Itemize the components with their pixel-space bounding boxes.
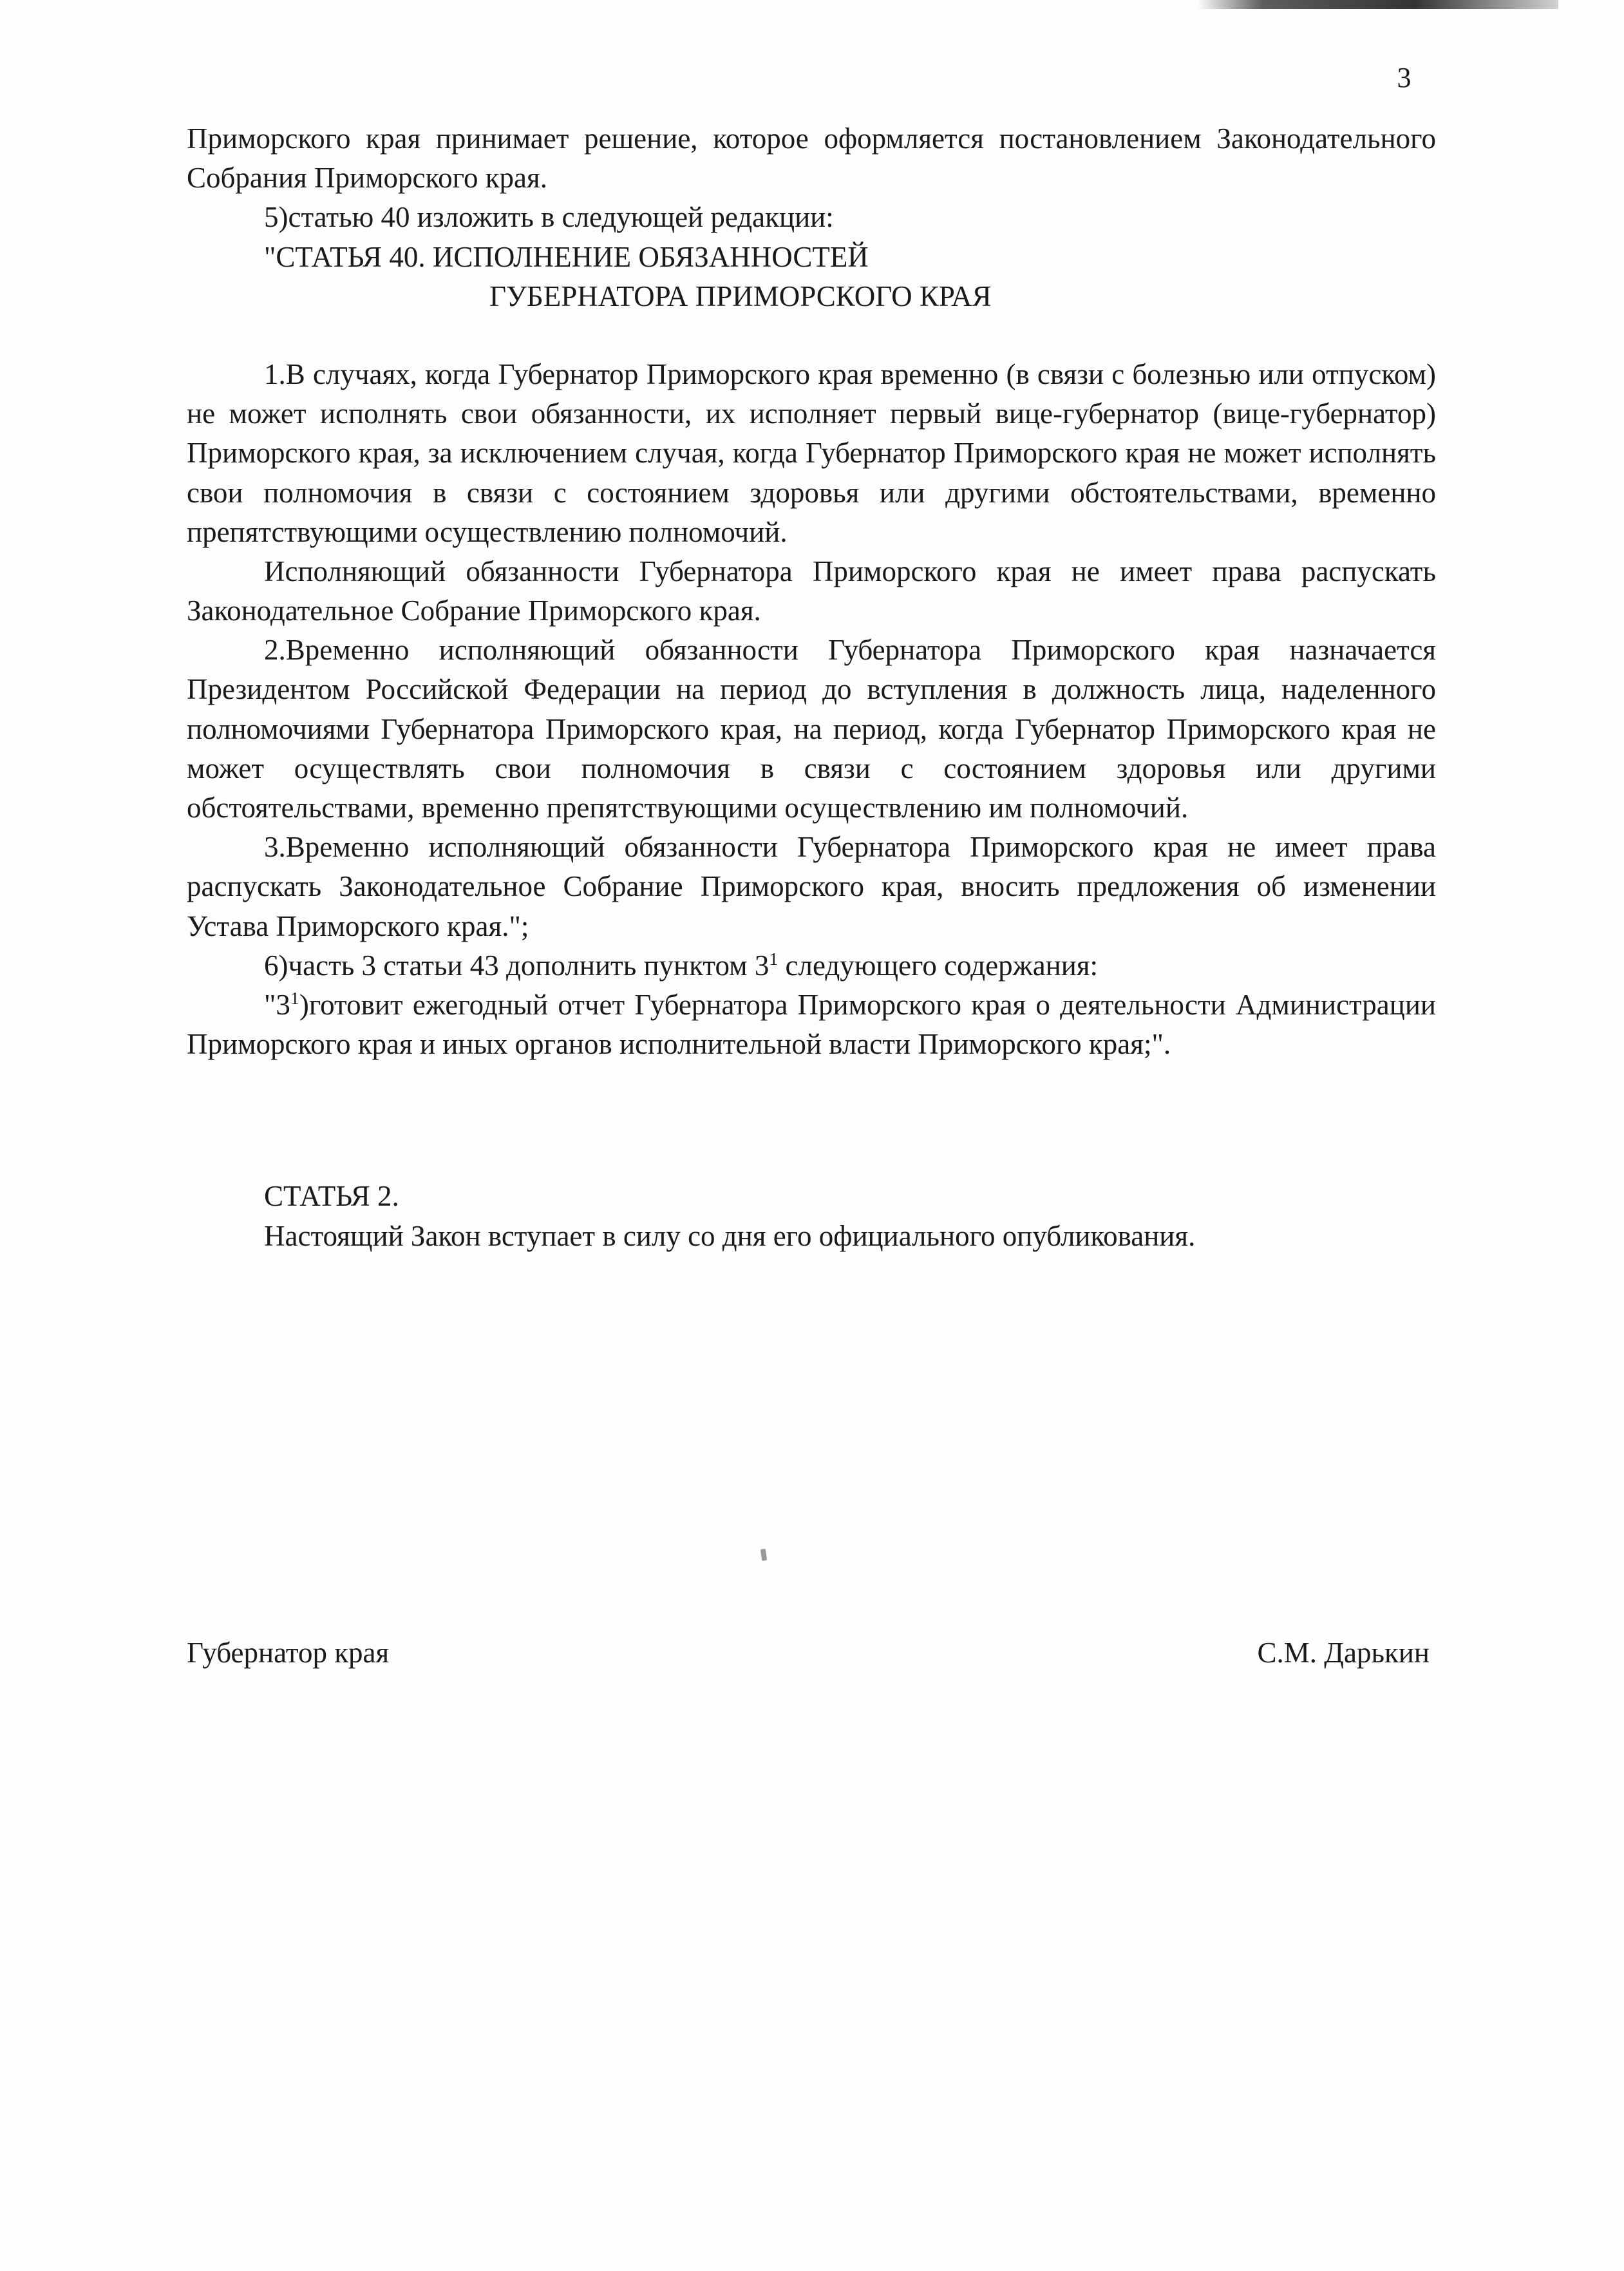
article-2-heading: СТАТЬЯ 2. <box>264 1180 399 1213</box>
item-6-superscript: 1 <box>769 949 779 969</box>
point-3-1-text-after: )готовит ежегодный отчет Губернатора Приморского края о деятельности Администрации Приморского края и иных органов исполнительной власти Приморского края;". <box>187 988 1436 1061</box>
signature-title: Губернатор края <box>187 1637 390 1669</box>
paragraph-item-5: 5)статью 40 изложить в следующей редакции: <box>264 201 834 234</box>
paragraph-point-3-1 <box>187 985 1436 1064</box>
document-body <box>187 119 1436 1256</box>
signature-name: С.М. Дарькин <box>1257 1637 1430 1669</box>
signature-block <box>187 1636 1436 1669</box>
spacer <box>187 1064 1436 1177</box>
item-6-text-after: следующего содержания: <box>778 949 1099 982</box>
point-3-1-text-before: "3 <box>264 988 290 1021</box>
stray-ink-mark <box>760 1549 767 1561</box>
article-heading-line-2: ГУБЕРНАТОРА ПРИМОРСКОГО КРАЯ <box>489 280 992 312</box>
paragraph-clause-3: 3.Временно исполняющий обязанности Губернатора Приморского края не имеет права распускать Законодательное Собрание Приморского края, вносить предложения об изменении Устава Приморского края."; <box>187 831 1436 942</box>
point-3-1-superscript: 1 <box>290 988 299 1009</box>
article-heading-line-1: "СТАТЬЯ 40. ИСПОЛНЕНИЕ ОБЯЗАННОСТЕЙ <box>264 240 869 273</box>
spacer <box>187 316 1436 355</box>
paragraph-clause-2: 2.Временно исполняющий обязанности Губернатора Приморского края назначается Президентом Российской Федерации на период до вступления в должность лица, наделенного полномочиями Губернатора Приморского края, на период, когда Губернатор Приморского края не может осуществлять свои полномочия в связи с состоянием здоровья или другими обстоятельствами, временно препятствующими осуществлению им полномочий. <box>187 634 1436 824</box>
paragraph-item-6 <box>187 946 1436 985</box>
paragraph-acting-governor: Исполняющий обязанности Губернатора Приморского края не имеет права распускать Законодательное Собрание Приморского края. <box>187 555 1436 627</box>
article-2-text: Настоящий Закон вступает в силу со дня его официального опубликования. <box>264 1219 1196 1252</box>
page-number: 3 <box>1397 62 1412 93</box>
paragraph-continuation: Приморского края принимает решение, которое оформляется постановлением Законодательного Собрания Приморского края. <box>187 122 1436 195</box>
paragraph-clause-1: 1.В случаях, когда Губернатор Приморского края временно (в связи с болезнью или отпуском) не может исполнять свои обязанности, их исполняет первый вице-губернатор (вице-губернатор) Приморского края, за исключением случая, когда Губернатор Приморского края не может исполнять свои полномочия в связи с состоянием здоровья или другими обстоятельствами, временно препятствующими осуществлению полномочий. <box>187 357 1436 548</box>
item-6-text-before: 6)часть 3 статьи 43 дополнить пунктом 3 <box>264 949 770 982</box>
